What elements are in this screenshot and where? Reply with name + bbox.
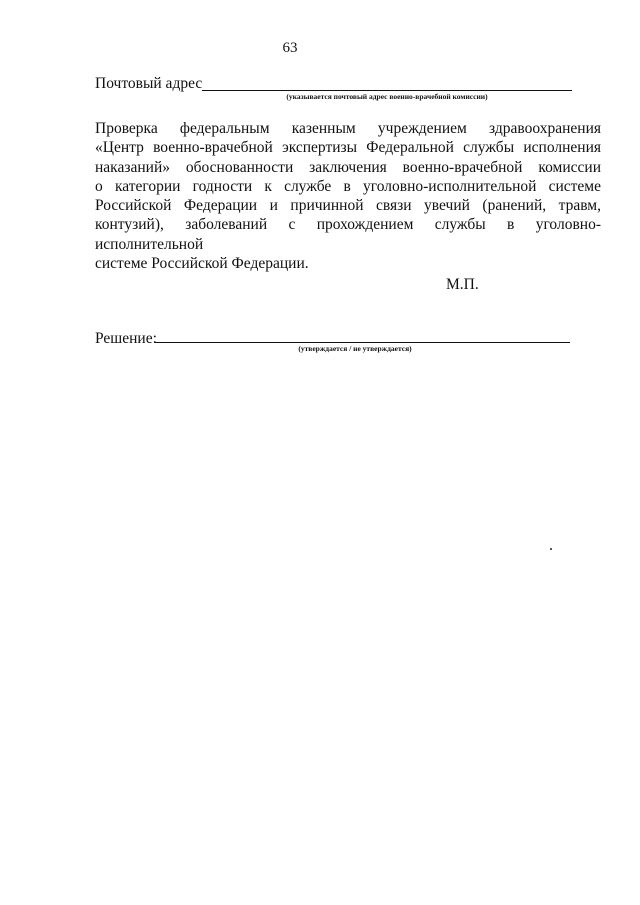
decision-hint: (утверждается / не утверждается)	[298, 344, 412, 353]
paragraph-line: системе Российской Федерации.	[95, 255, 309, 273]
postal-address-label: Почтовый адрес	[95, 75, 203, 92]
decision-label: Решение:	[95, 330, 157, 347]
paragraph-line: о категории годности к службе в уголовно-исполнительной системе	[95, 177, 601, 195]
paragraph-line: Проверка федеральным казенным учреждением здравоохранения	[95, 120, 601, 137]
postal-address-field-line	[202, 90, 572, 91]
page-number: 63	[282, 40, 298, 56]
scan-speck	[550, 548, 552, 550]
paragraph-line: наказаний» обоснованности заключения военно-врачебной комиссии	[95, 158, 601, 176]
postal-address-hint: (указывается почтовый адрес военно-врачебной комиссии)	[286, 92, 488, 101]
verification-paragraph	[95, 119, 601, 273]
stamp-place-label: М.П.	[446, 276, 479, 293]
decision-field-line	[155, 342, 570, 343]
paragraph-line: контузий), заболеваний с прохождением службы в уголовно-исполнительной	[95, 216, 601, 253]
paragraph-line: «Центр военно-врачебной экспертизы Федеральной службы исполнения	[95, 139, 601, 157]
paragraph-line: Российской Федерации и причинной связи увечий (ранений, травм,	[95, 197, 601, 215]
